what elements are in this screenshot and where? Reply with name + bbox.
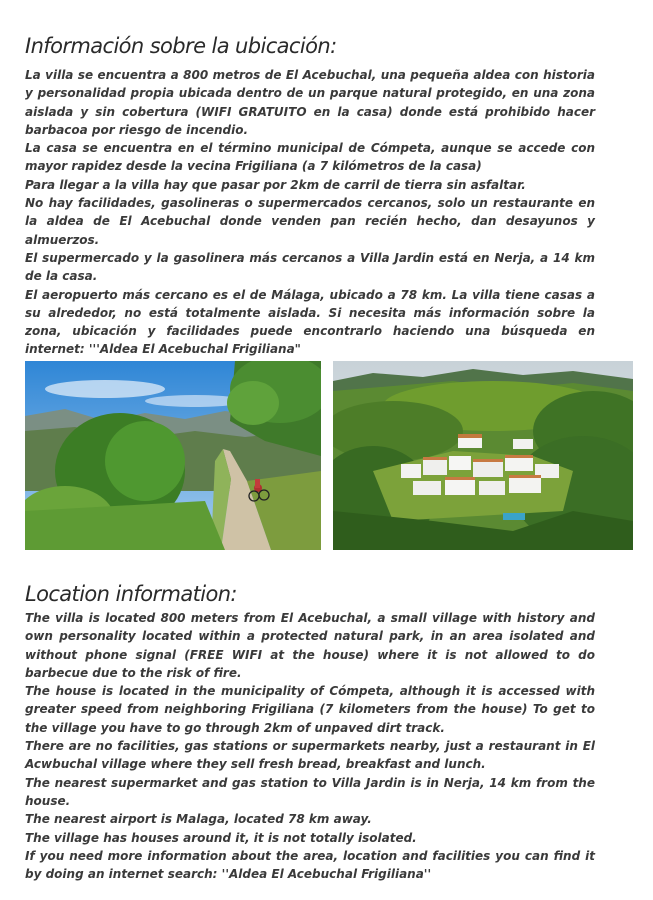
paragraph: Para llegar a la villa hay que pasar por 2km de carril de tierra sin asfaltar. [25,177,526,192]
location-info-spanish [25,66,595,359]
paragraph: El supermercado y la gasolinera más cercanos a Villa Jardin está en Nerja, a 14 km de la casa. [25,250,595,284]
section-title-spanish: Información sobre la ubicación: [25,34,337,58]
paragraph: No hay facilidades, gasolineras o supermercados cercanos, solo un restaurante en la aldea de El Acebuchal donde venden pan recién hecho, dan desayunos y almuerzos. [25,196,595,247]
paragraph: The nearest airport is Malaga, located 78 km away. [25,812,372,827]
paragraph: La villa se encuentra a 800 metros de El Acebuchal, una pequeña aldea con historia y personalidad propia ubicada dentro de un parque natural protegido, en una zona aislada y sin cobertura (WIFI GRATUITO en la casa) donde está prohibido hacer barbacoa por riesgo de incendio. [25,68,595,137]
paragraph: La casa se encuentra en el término municipal de Cómpeta, aunque se accede con mayor rapidez desde la vecina Frigiliana (a 7 kilómetros de la casa) [25,141,595,174]
paragraph: There are no facilities, gas stations or supermarkets nearby, just a restaurant in El Acwbuchal village where they sell fresh bread, breakfast and lunch. [25,739,595,772]
section-title-english: Location information: [25,582,237,606]
white-village-photo [333,361,633,550]
paragraph: The house is located in the municipality of Cómpeta, although it is accessed with greater speed from neighboring Frigiliana (7 kilometers from the house) To get to the village you have to go through 2km of unpaved dirt track. [25,684,595,735]
cyclist-trail-photo [25,361,321,550]
paragraph: The village has houses around it, it is not totally isolated. [25,830,417,845]
location-info-english [25,609,595,883]
paragraph: If you need more information about the area, location and facilities you can find it by doing an internet search: ''Aldea El Acebuchal Frigiliana'' [25,848,595,882]
paragraph: The nearest supermarket and gas station to Villa Jardin is in Nerja, 14 km from the house. [25,775,595,808]
paragraph: The villa is located 800 meters from El Acebuchal, a small village with history and own personality located within a protected natural park, in an area isolated and without phone signal (FREE WIFI at the house) where it is not allowed to do barbecue due to the risk of fire. [25,611,595,680]
paragraph: El aeropuerto más cercano es el de Málaga, ubicado a 78 km. La villa tiene casas a su alrededor, no está totalmente aislada. Si necesita más información sobre la zona, ubicación y facilidades puede encontrarlo haciendo una búsqueda en internet: '''Aldea El Acebuchal Frigiliana" [25,287,595,357]
